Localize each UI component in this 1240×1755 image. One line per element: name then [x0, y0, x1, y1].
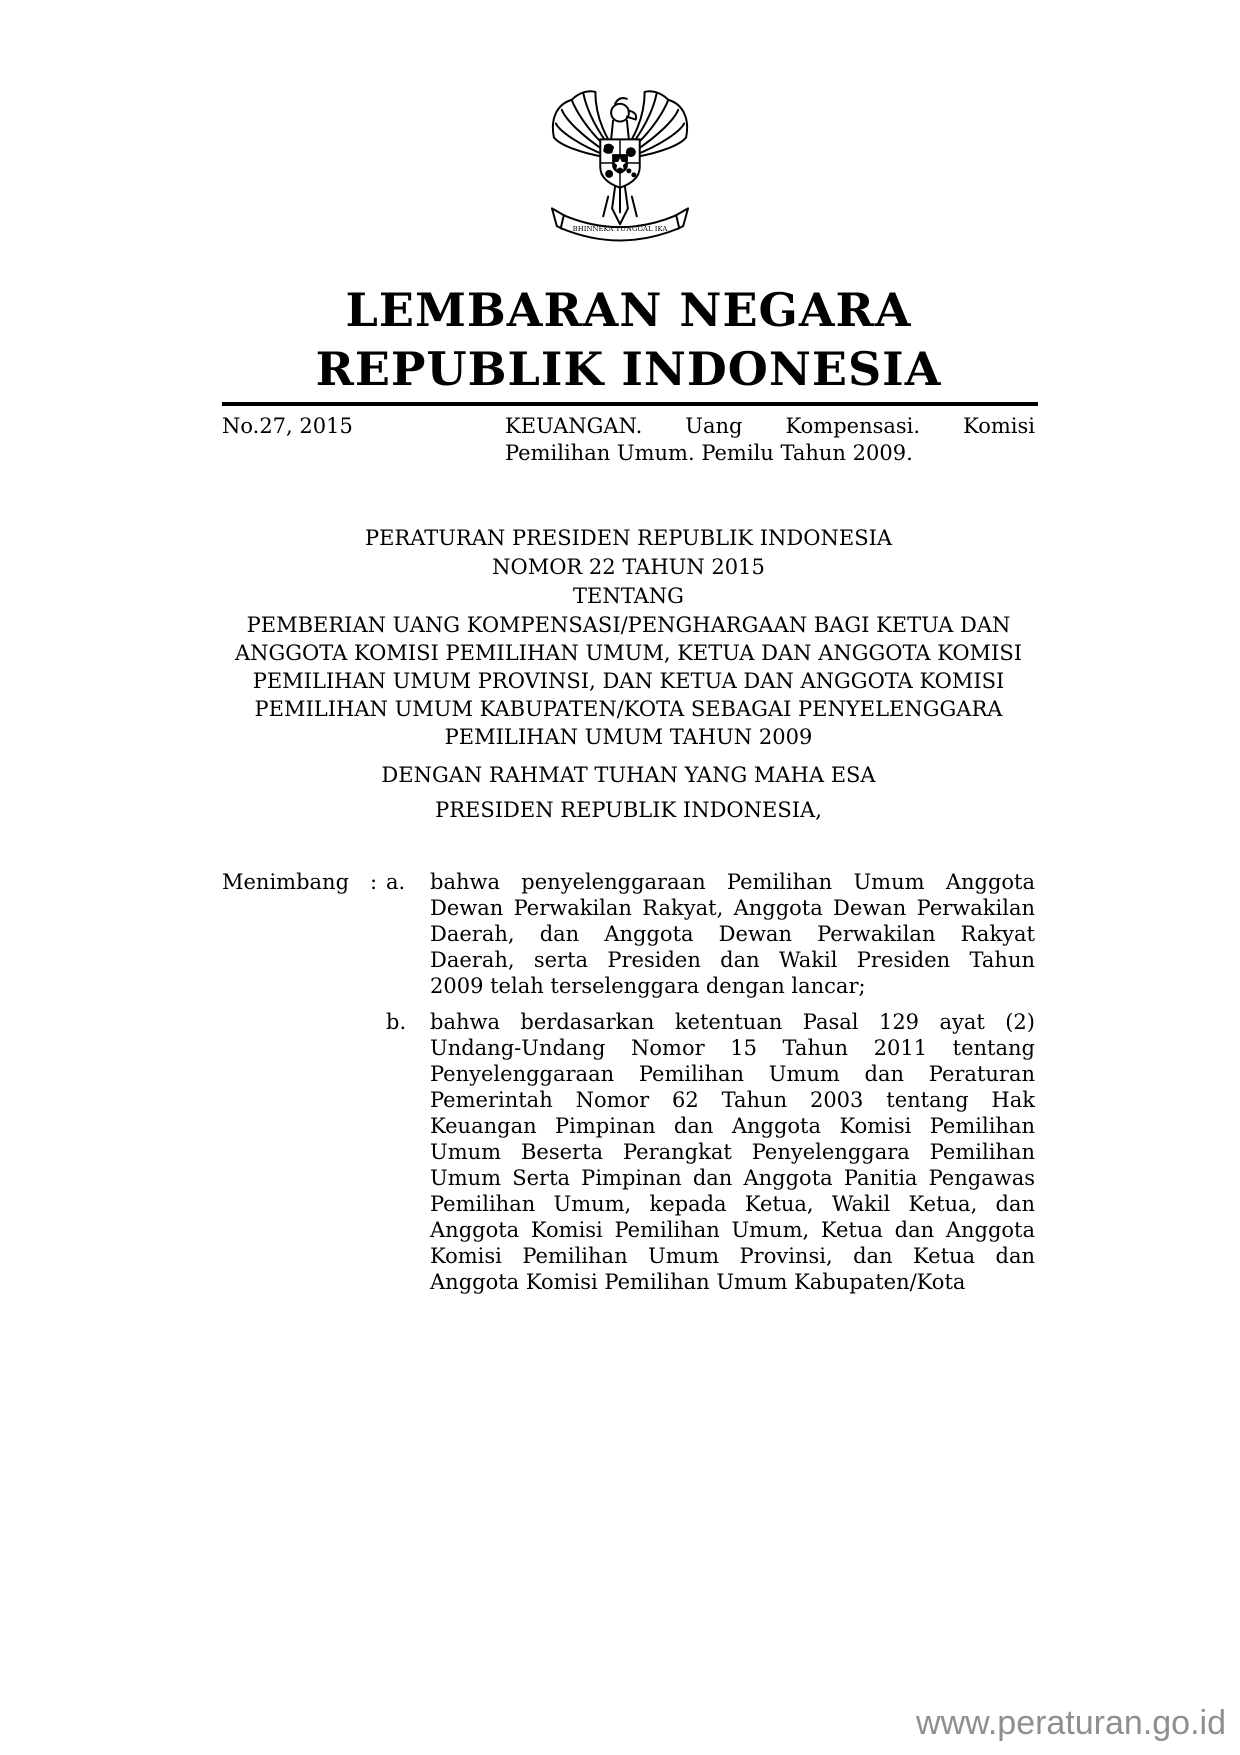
masthead-rule	[222, 402, 1038, 406]
text-line: Daerah, dan Anggota Dewan Perwakilan Rakyat	[430, 922, 1035, 946]
text-line: 2009 telah terselenggara dengan lancar;	[430, 974, 866, 998]
text-line: Penyelenggaraan Pemilihan Umum dan Peraturan	[430, 1062, 1035, 1086]
text-line: Pemilihan Umum, kepada Ketua, Wakil Ketua, dan	[430, 1192, 1035, 1216]
text-line: KEUANGAN. Uang Kompensasi. Komisi	[505, 414, 1035, 438]
masthead-title-line2: REPUBLIK INDONESIA	[315, 342, 942, 396]
authority-line: PRESIDEN REPUBLIK INDONESIA,	[435, 798, 822, 822]
text-line: Komisi Pemilihan Umum Provinsi, dan Ketua dan	[430, 1244, 1035, 1268]
text-line: Undang-Undang Nomor 15 Tahun 2011 tentang	[430, 1036, 1035, 1060]
emblem-motto-text: BHINNEKA TUNGGAL IKA	[572, 225, 668, 234]
text-line: Anggota Komisi Pemilihan Umum Kabupaten/Kota	[430, 1270, 966, 1294]
text-line: TENTANG	[573, 584, 684, 608]
text-line: Keuangan Pimpinan dan Anggota Komisi Pemilihan	[430, 1114, 1035, 1138]
text-line: ANGGOTA KOMISI PEMILIHAN UMUM, KETUA DAN ANGGOTA KOMISI	[234, 641, 1023, 665]
text-line: PEMILIHAN UMUM TAHUN 2009	[444, 725, 813, 749]
text-line: PEMBERIAN UANG KOMPENSASI/PENGHARGAAN BAGI KETUA DAN	[246, 613, 1011, 637]
text-line: bahwa penyelenggaraan Pemilihan Umum Anggota	[430, 870, 1035, 894]
garuda-pancasila-icon	[546, 80, 694, 248]
considerations-section	[222, 869, 1035, 1295]
regulation-heading	[222, 524, 1035, 611]
text-line: Daerah, serta Presiden dan Wakil Presiden Tahun	[430, 948, 1035, 972]
consideration-item	[386, 869, 1035, 999]
text-line: PERATURAN PRESIDEN REPUBLIK INDONESIA	[364, 526, 893, 550]
text-line: Umum Serta Pimpinan dan Anggota Panitia Pengawas	[430, 1166, 1035, 1190]
text-line: Anggota Komisi Pemilihan Umum, Ketua dan Anggota	[430, 1218, 1035, 1242]
item-marker: b.	[386, 1010, 407, 1034]
garuda-pancasila-emblem	[546, 80, 694, 248]
item-marker: a.	[386, 870, 406, 894]
considerations-items	[386, 869, 1035, 1295]
regulation-title	[222, 611, 1035, 751]
masthead-title	[222, 281, 1035, 399]
text-line: Umum Beserta Perangkat Penyelenggara Pemilihan	[430, 1140, 1035, 1164]
masthead-title-line1: LEMBARAN NEGARA	[345, 283, 912, 337]
text-line: PEMILIHAN UMUM KABUPATEN/KOTA SEBAGAI PENYELENGGARA	[254, 697, 1003, 721]
text-line: NOMOR 22 TAHUN 2015	[492, 555, 765, 579]
text-line: Dewan Perwakilan Rakyat, Anggota Dewan Perwakilan	[430, 896, 1035, 920]
invocation-line: DENGAN RAHMAT TUHAN YANG MAHA ESA	[381, 763, 876, 787]
considerations-separator: :	[370, 870, 378, 894]
considerations-label: Menimbang	[222, 870, 350, 894]
text-line: Pemerintah Nomor 62 Tahun 2003 tentang Hak	[430, 1088, 1035, 1112]
text-line: Pemilihan Umum. Pemilu Tahun 2009.	[505, 441, 913, 465]
issue-number: No.27, 2015	[222, 414, 353, 438]
footer-website-url: www.peraturan.go.id	[916, 1704, 1226, 1742]
text-line: bahwa berdasarkan ketentuan Pasal 129 ayat (2)	[430, 1010, 1035, 1034]
consideration-item	[386, 1009, 1035, 1295]
subject-classification	[505, 413, 1035, 467]
text-line: PEMILIHAN UMUM PROVINSI, DAN KETUA DAN ANGGOTA KOMISI	[252, 669, 1005, 693]
